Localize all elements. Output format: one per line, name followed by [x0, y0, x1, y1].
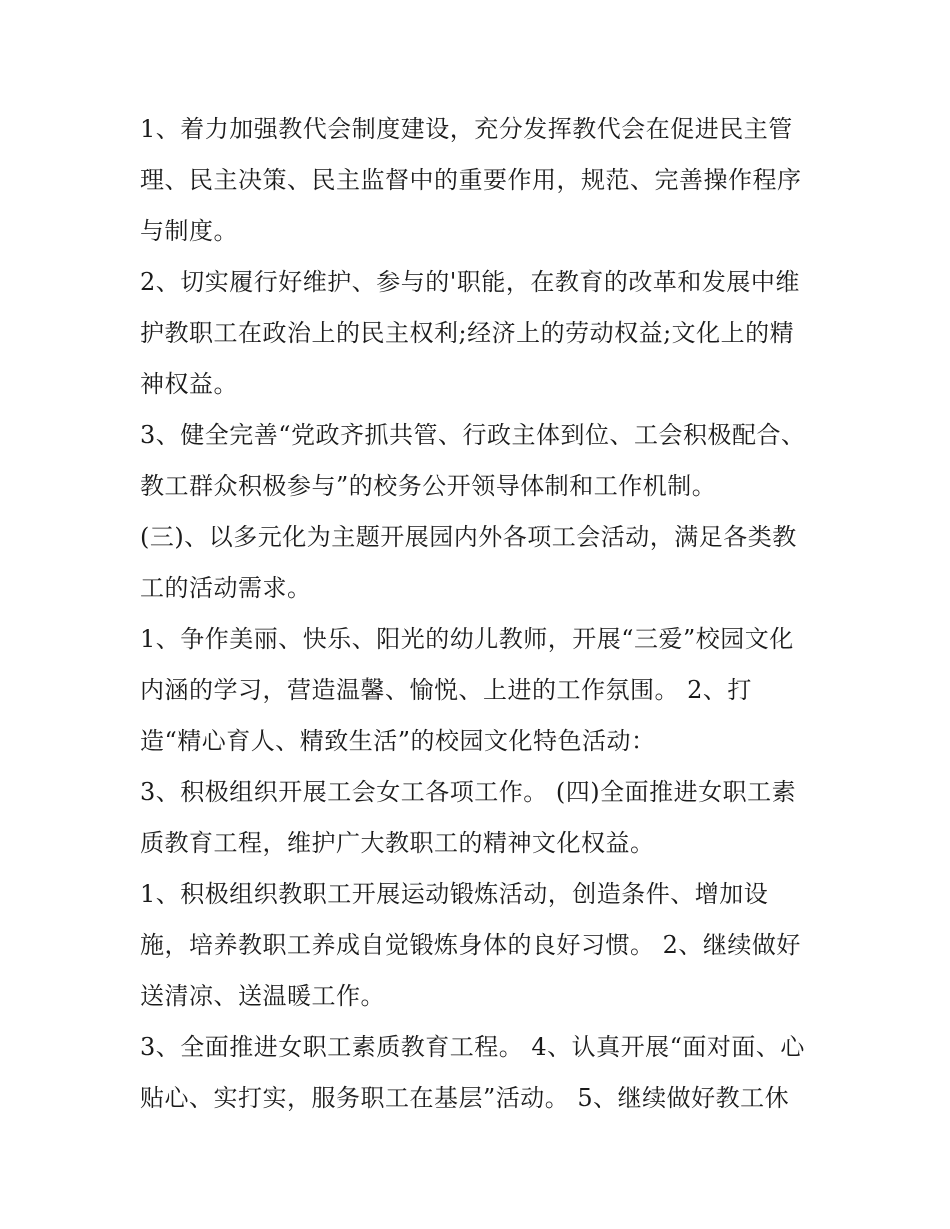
text-line: 工的活动需求。	[140, 574, 312, 602]
paragraph-3	[140, 410, 820, 512]
paragraph-7	[140, 869, 820, 1022]
text-line: 神权益。	[140, 370, 238, 398]
text-line: 2、切实履行好维护、参与的'职能，在教育的改革和发展中维	[140, 268, 800, 296]
text-line: 3、积极组织开展工会女工各项工作。 (四)全面推进女职工素	[140, 778, 797, 806]
text-line: 造“精心育人、精致生活”的校园文化特色活动：	[140, 727, 656, 755]
text-line: 理、民主决策、民主监督中的重要作用，规范、完善操作程序	[140, 166, 802, 194]
text-line: 施，培养教职工养成自觉锻炼身体的良好习惯。 2、继续做好	[140, 931, 801, 959]
text-line: 与制度。	[140, 217, 238, 245]
text-line: 贴心、实打实，服务职工在基层”活动。 5、继续做好教工休	[140, 1084, 790, 1112]
paragraph-8	[140, 1022, 820, 1124]
paragraph-1	[140, 104, 820, 257]
text-line: 护教职工在政治上的民主权利;经济上的劳动权益;文化上的精	[140, 319, 795, 347]
text-line: 内涵的学习，营造温馨、愉悦、上进的工作氛围。 2、打	[140, 676, 752, 704]
section-heading-3	[140, 512, 820, 614]
paragraph-2	[140, 257, 820, 410]
text-line: 送清凉、送温暖工作。	[140, 982, 385, 1010]
paragraph-6	[140, 767, 820, 869]
text-line: 3、健全完善“党政齐抓共管、行政主体到位、工会积极配合、	[140, 421, 806, 449]
text-line: 1、着力加强教代会制度建设，充分发挥教代会在促进民主管	[140, 115, 793, 143]
text-line: 1、积极组织教职工开展运动锻炼活动，创造条件、增加设	[140, 880, 769, 908]
paragraph-5	[140, 614, 820, 767]
document-body	[140, 104, 820, 1124]
text-line: 教工群众积极参与”的校务公开领导体制和工作机制。	[140, 472, 717, 500]
text-line: (三)、以多元化为主题开展园内外各项工会活动，满足各类教	[140, 523, 797, 551]
text-line: 3、全面推进女职工素质教育工程。 4、认真开展“面对面、心	[140, 1033, 805, 1061]
text-line: 1、争作美丽、快乐、阳光的幼儿教师，开展“三爱”校园文化	[140, 625, 794, 653]
text-line: 质教育工程，维护广大教职工的精神文化权益。	[140, 829, 655, 857]
